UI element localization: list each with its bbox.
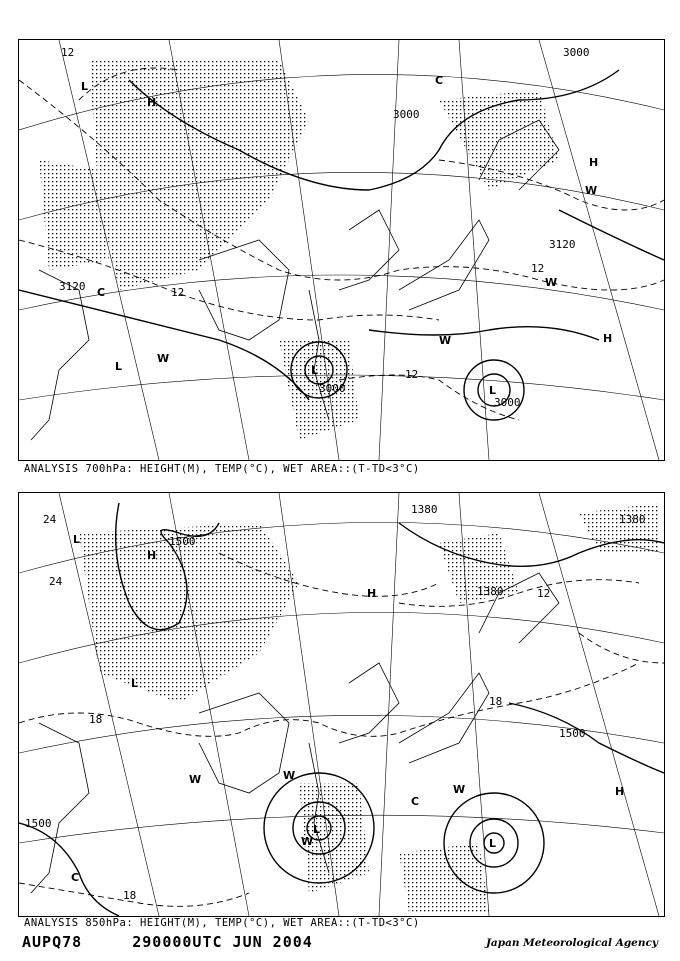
contour-label: 12 — [537, 587, 551, 600]
contour-label: 12 — [171, 286, 185, 299]
warm-center: W — [301, 835, 314, 848]
wet-area-stipple — [39, 60, 559, 440]
contour-label: 18 — [89, 713, 103, 726]
contour-label: 12 — [405, 368, 419, 381]
cold-center: C — [71, 871, 80, 884]
contour-label: 3000 — [563, 46, 590, 59]
contour-label: 3120 — [59, 280, 86, 293]
contour-label: 3000 — [393, 108, 420, 121]
low-center: L — [489, 837, 497, 850]
low-center: L — [81, 80, 89, 93]
contour-label: 24 — [49, 575, 63, 588]
panel-caption-700hpa: ANALYSIS 700hPa: HEIGHT(M), TEMP(°C), WET AREA::(T-TD<3°C) — [24, 463, 420, 475]
contour-label: 18 — [489, 695, 503, 708]
contour-label: 18 — [123, 889, 137, 902]
warm-center: W — [545, 276, 558, 289]
warm-center: W — [157, 352, 170, 365]
warm-center: W — [439, 334, 452, 347]
chart-code: AUPQ78 — [22, 933, 83, 951]
high-center: H — [147, 96, 157, 109]
high-center: H — [615, 785, 625, 798]
contour-label: 1500 — [559, 727, 586, 740]
contour-label: 1380 — [411, 503, 438, 516]
high-center: H — [147, 549, 157, 562]
contour-label: 24 — [43, 513, 57, 526]
cold-center: C — [411, 795, 420, 808]
panel-caption-850hpa: ANALYSIS 850hPa: HEIGHT(M), TEMP(°C), WET AREA::(T-TD<3°C) — [24, 917, 420, 929]
low-center: L — [131, 677, 139, 690]
valid-time: 290000UTC JUN 2004 — [132, 933, 313, 951]
warm-center: W — [453, 783, 466, 796]
low-center: L — [73, 533, 81, 546]
high-center: H — [589, 156, 599, 169]
low-center: L — [313, 823, 321, 836]
contour-label: 3000 — [319, 382, 346, 395]
map-panel-850hpa — [18, 492, 665, 917]
low-center: L — [489, 384, 497, 397]
agency-credit: Japan Meteorological Agency — [485, 937, 658, 949]
chart-identifier — [22, 933, 313, 951]
warm-center: W — [585, 184, 598, 197]
cold-center: C — [435, 74, 444, 87]
contour-label: 1500 — [169, 535, 196, 548]
low-center: L — [311, 364, 319, 377]
map-850hpa-canvas — [19, 493, 664, 916]
cold-center: C — [97, 286, 106, 299]
contour-label: 3120 — [549, 238, 576, 251]
high-center: H — [603, 332, 613, 345]
contour-label: 1380 — [477, 585, 504, 598]
contour-label: 1380 — [619, 513, 646, 526]
high-center: H — [367, 587, 377, 600]
contour-label: 1500 — [25, 817, 52, 830]
contour-label: 3000 — [494, 396, 521, 409]
warm-center: W — [189, 773, 202, 786]
warm-center: W — [283, 769, 296, 782]
contour-label: 12 — [531, 262, 545, 275]
map-panel-700hpa — [18, 39, 665, 461]
contour-label: 12 — [61, 46, 75, 59]
low-center: L — [115, 360, 123, 373]
map-700hpa-canvas — [19, 40, 664, 460]
